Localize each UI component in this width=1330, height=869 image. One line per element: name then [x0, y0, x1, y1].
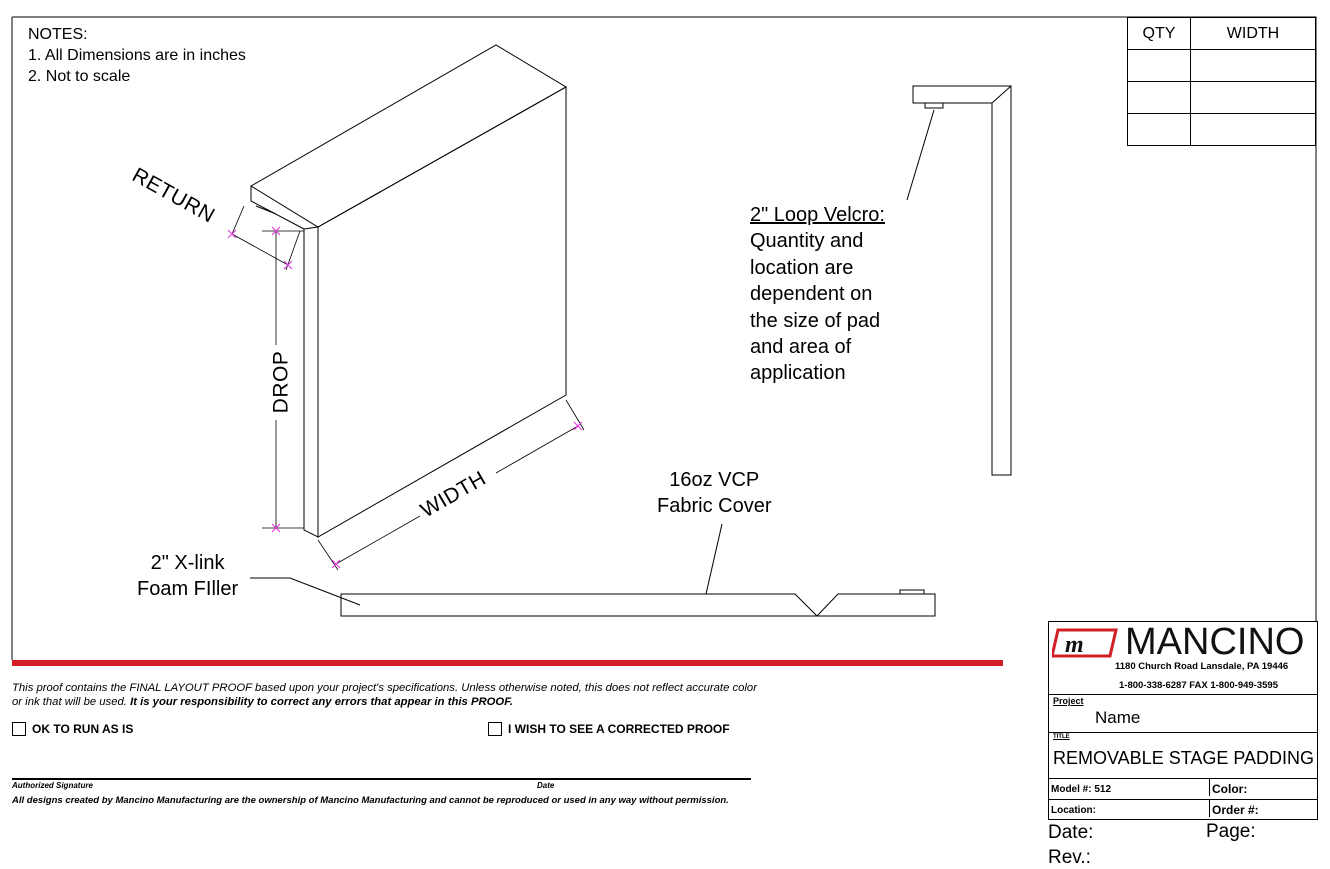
table-cell	[1191, 114, 1316, 146]
signature-line[interactable]	[12, 778, 751, 780]
title-field	[1049, 732, 1317, 779]
qty-width-table	[1127, 17, 1316, 146]
location-label: Location:	[1051, 805, 1096, 816]
red-divider	[12, 660, 1003, 666]
table-header-row	[1128, 18, 1316, 50]
velcro-line: application	[750, 362, 846, 385]
corrected-label: I WISH TO SEE A CORRECTED PROOF	[508, 722, 730, 736]
drop-label: DROP	[269, 350, 293, 414]
project-value: Name	[1095, 708, 1141, 727]
notes-block	[28, 24, 246, 87]
title-label: TITLE	[1053, 734, 1070, 740]
table-cell	[1128, 114, 1191, 146]
signature-label: Authorized Signature	[12, 781, 93, 790]
proof-disclaimer	[12, 681, 757, 709]
pad-side-profile	[907, 86, 1011, 475]
table-row	[1128, 82, 1316, 114]
date-label: Date	[537, 781, 555, 790]
velcro-line: the size of pad	[750, 309, 881, 332]
fabric-line-2: Fabric Cover	[657, 495, 772, 517]
color-label: Color:	[1209, 779, 1247, 796]
note-item: 1. All Dimensions are in inches	[28, 47, 246, 64]
table-cell	[1128, 50, 1191, 82]
company-address: 1180 Church Road Lansdale, PA 19446	[1115, 661, 1289, 672]
svg-text:m: m	[1065, 632, 1084, 658]
foam-callout	[137, 550, 238, 602]
velcro-line: and area of	[750, 336, 852, 359]
company-header	[1049, 622, 1317, 695]
velcro-line: Quantity and	[750, 230, 864, 253]
foam-line-1: 2" X-link	[150, 552, 225, 574]
velcro-callout	[750, 202, 885, 387]
table-row	[1128, 114, 1316, 146]
ok-checkbox[interactable]	[12, 722, 26, 736]
proof-text: This proof contains the FINAL LAYOUT PROOF based upon your project's specifications. Unless otherwise noted, this does not reflect accurate color or ink that will be used.	[12, 682, 757, 708]
notes-heading: NOTES:	[28, 26, 88, 43]
velcro-line: dependent on	[750, 283, 873, 306]
location-order-row	[1049, 800, 1317, 820]
note-item: 2. Not to scale	[28, 68, 131, 85]
velcro-title: 2" Loop Velcro:	[750, 204, 885, 226]
foam-line-2: Foam FIller	[137, 578, 239, 600]
width-label: WIDTH	[416, 466, 491, 523]
velcro-line: location are	[750, 256, 854, 279]
pad-cross-section	[250, 524, 935, 616]
ownership-notice: All designs created by Mancino Manufacturing are the ownership of Mancino Manufacturing and cannot be reproduced or used in any way without permission.	[12, 795, 729, 806]
page-field-label: Page:	[1206, 821, 1256, 842]
table-cell	[1191, 50, 1316, 82]
title-block	[1048, 621, 1318, 820]
table-cell	[1128, 82, 1191, 114]
pad-isometric	[251, 45, 566, 537]
table-row	[1128, 50, 1316, 82]
date-field-label: Date:	[1048, 822, 1094, 843]
corrected-proof-option[interactable]	[488, 722, 730, 736]
fabric-line-1: 16oz VCP	[669, 469, 760, 491]
ok-label: OK TO RUN AS IS	[32, 722, 134, 736]
corrected-checkbox[interactable]	[488, 722, 502, 736]
project-label: Project	[1053, 696, 1084, 706]
title-value: REMOVABLE STAGE PADDING	[1053, 748, 1315, 768]
model-color-row	[1049, 779, 1317, 800]
fabric-callout	[657, 467, 771, 519]
table-cell	[1191, 82, 1316, 114]
proof-text-bold: It is your responsibility to correct any errors that appear in this PROOF.	[130, 696, 513, 708]
order-label: Order #:	[1209, 800, 1259, 817]
rev-field-label: Rev.:	[1048, 847, 1091, 868]
company-name: MANCINO	[1125, 621, 1305, 663]
mancino-logo-icon	[1052, 628, 1120, 658]
return-label: RETURN	[128, 163, 219, 228]
qty-header: QTY	[1128, 18, 1191, 50]
project-field	[1049, 694, 1317, 733]
width-header: WIDTH	[1191, 18, 1316, 50]
model-label: Model #: 512	[1051, 784, 1112, 795]
company-phone: 1-800-338-6287 FAX 1-800-949-3595	[1119, 680, 1278, 691]
ok-to-run-option[interactable]	[12, 722, 133, 736]
